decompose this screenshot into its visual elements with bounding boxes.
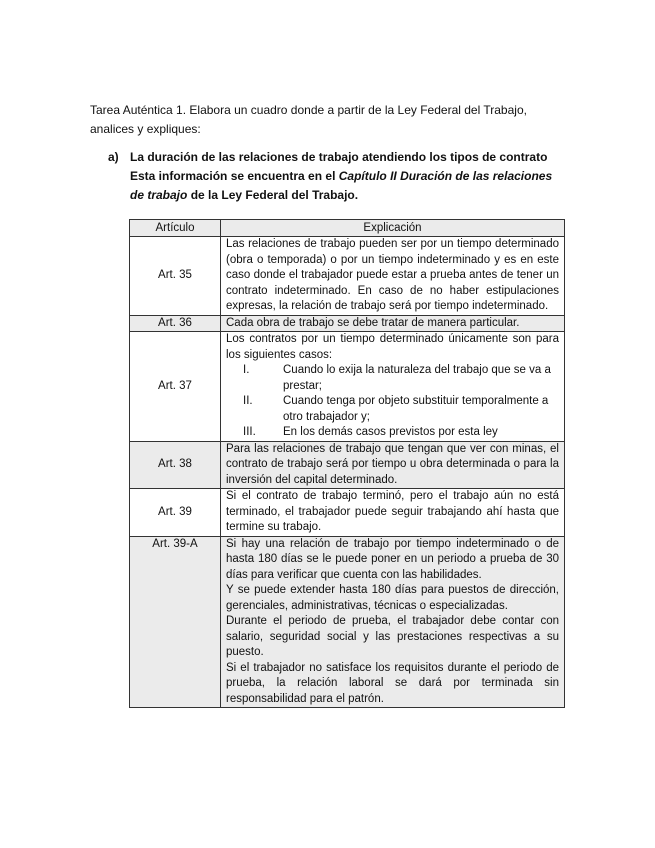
art-39a-paragraph: Si el trabajador no satisface los requisitos durante el periodo de prueba, la relación laboral se dará por terminada sin responsabilidad para el patrón. [226,661,559,705]
case-text: Cuando lo exija la naturaleza del trabajo que se va a prestar; [283,364,551,392]
explanation-cell [221,536,565,708]
intro-line-2: analices y expliques: [90,122,201,136]
table-row-art-36 [130,315,565,332]
article-cell: Art. 36 [130,315,221,332]
case-number: II. [243,395,253,407]
explanation-cell: Si el contrato de trabajo terminó, pero el trabajo aún no está terminado, el trabajador puede seguir trabajando ahí hasta que termine su trabajo. [221,489,565,537]
art-37-cases-list [226,363,559,441]
task-line-2-pre: Esta información se encuentra en el [130,169,339,183]
task-chapter-title-part1: Capítulo II Duración de las relaciones [338,169,553,183]
article-cell: Art. 39 [130,489,221,537]
list-item [226,425,559,441]
articles-table [129,219,565,708]
art-37-intro: Los contratos por un tiempo determinado únicamente son para los siguientes casos: [226,333,559,361]
task-item-a [108,148,568,205]
explanation-cell: Cada obra de trabajo se debe tratar de manera particular. [221,315,565,332]
intro-line-1: Tarea Auténtica 1. Elabora un cuadro donde a partir de la Ley Federal del Trabajo, [90,103,527,117]
table-row-art-38 [130,441,565,489]
task-marker: a) [108,150,119,164]
list-item [226,363,559,394]
list-item [226,394,559,425]
article-cell: Art. 38 [130,441,221,489]
article-cell: Art. 37 [130,332,221,442]
art-39a-paragraph: Durante el periodo de prueba, el trabajador debe contar con salario, seguridad social y las prestaciones respectivas a su puesto. [226,615,559,658]
table-header-row [130,220,565,237]
explanation-cell: Las relaciones de trabajo pueden ser por un tiempo determinado (obra o temporada) o por un tiempo indeterminado y es en este caso donde el trabajador puede estar a prueba antes de tener un contrato indeterminado. En caso de no haber estipulaciones expresas, la relación de trabajo será por tiempo indeterminado. [221,237,565,316]
case-number: III. [243,426,256,438]
table-row-art-35 [130,237,565,316]
task-line-1: La duración de las relaciones de trabajo atendiendo los tipos de contrato [130,150,548,164]
table-row-art-37 [130,332,565,442]
case-text: En los demás casos previstos por esta ley [283,426,498,438]
assignment-intro [90,101,560,139]
table-row-art-39 [130,489,565,537]
art-39a-paragraph: Si hay una relación de trabajo por tiempo indeterminado o de hasta 180 días se le puede poner en un periodo a prueba de 30 días para verificar que cuenta con las habilidades. [226,537,559,581]
article-cell: Art. 39-A [130,536,221,708]
header-explanation: Explicación [221,220,565,237]
case-text: Cuando tenga por objeto substituir temporalmente a otro trabajador y; [283,395,549,423]
explanation-cell [221,332,565,442]
task-line-3-post: de la Ley Federal del Trabajo. [187,188,359,202]
case-number: I. [243,364,250,376]
header-article: Artículo [130,220,221,237]
table-row-art-39-a [130,536,565,708]
task-chapter-title-part2: de trabajo [130,188,188,202]
article-cell: Art. 35 [130,237,221,316]
art-39a-paragraph: Y se puede extender hasta 180 días para puestos de dirección, gerenciales, administrativas, técnicas o especializadas. [226,584,559,612]
task-text [130,148,568,205]
explanation-cell: Para las relaciones de trabajo que tengan que ver con minas, el contrato de trabajo será por tiempo u obra determinada o para la inversión del capital determinado. [221,441,565,489]
